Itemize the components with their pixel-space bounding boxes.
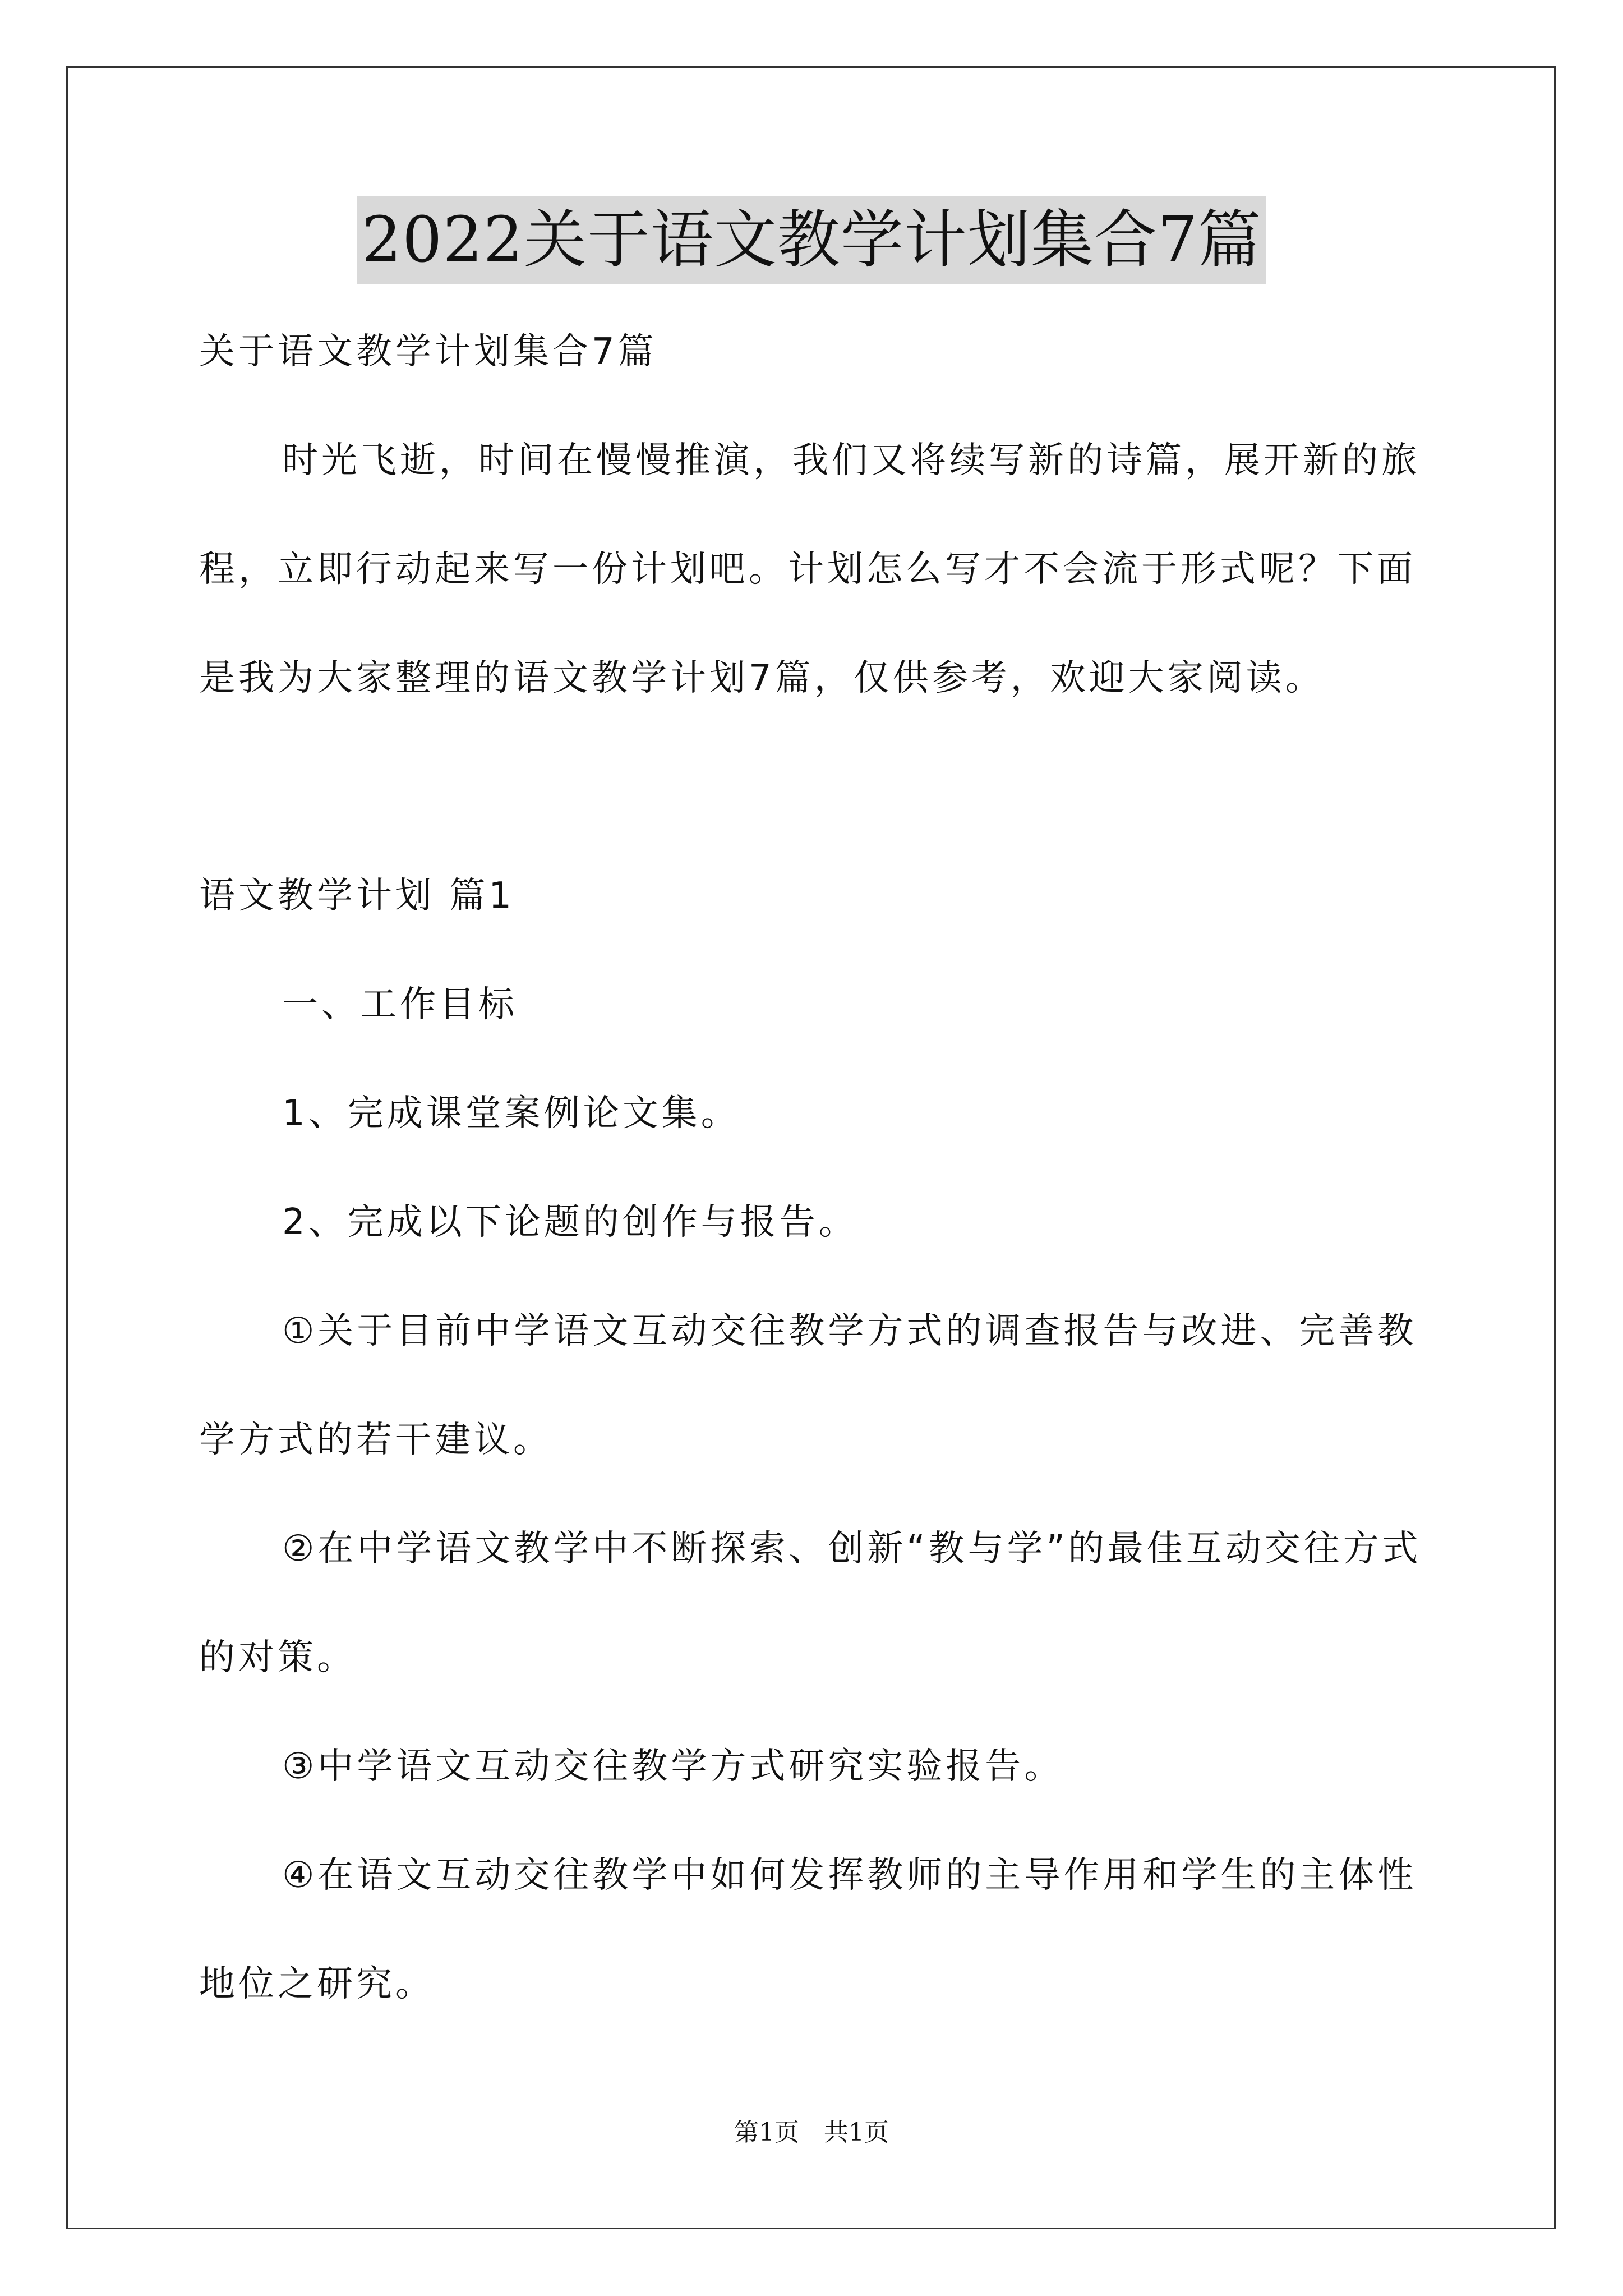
section-heading: 语文教学计划 篇1 [199,875,515,917]
document-title: 2022关于语文教学计划集合7篇 [357,196,1266,284]
topic-item-3: ③中学语文互动交往教学方式研究实验报告。 [282,1746,1064,1787]
document-body [199,297,1427,2039]
topic-item-2: ②在中学语文教学中不断探索、创新“教与学”的最佳互动交往方式的对策。 [199,1528,1422,1678]
topic-item-1: ①关于目前中学语文互动交往教学方式的调查报告与改进、完善教学方式的若干建议。 [199,1310,1417,1461]
title-container [0,196,1623,284]
intro-paragraph: 时光飞逝，时间在慢慢推演，我们又将续写新的诗篇，展开新的旅程，立即行动起来写一份计划吧。计划怎么写才不会流于形式呢？下面是我为大家整理的语文教学计划7篇，仅供参考，欢迎大家阅读。 [199,440,1421,699]
topic-item-4: ④在语文互动交往教学中如何发挥教师的主导作用和学生的主体性地位之研究。 [199,1855,1417,2005]
list-item-1: 1、完成课堂案例论文集。 [282,1093,740,1134]
paragraph-spacer [199,733,1427,841]
page-footer: 第1页 共1页 [734,2118,889,2147]
list-item-2: 2、完成以下论题的创作与报告。 [282,1202,858,1243]
goal-heading: 一、工作目标 [282,984,518,1025]
document-subtitle: 关于语文教学计划集合7篇 [199,331,657,372]
